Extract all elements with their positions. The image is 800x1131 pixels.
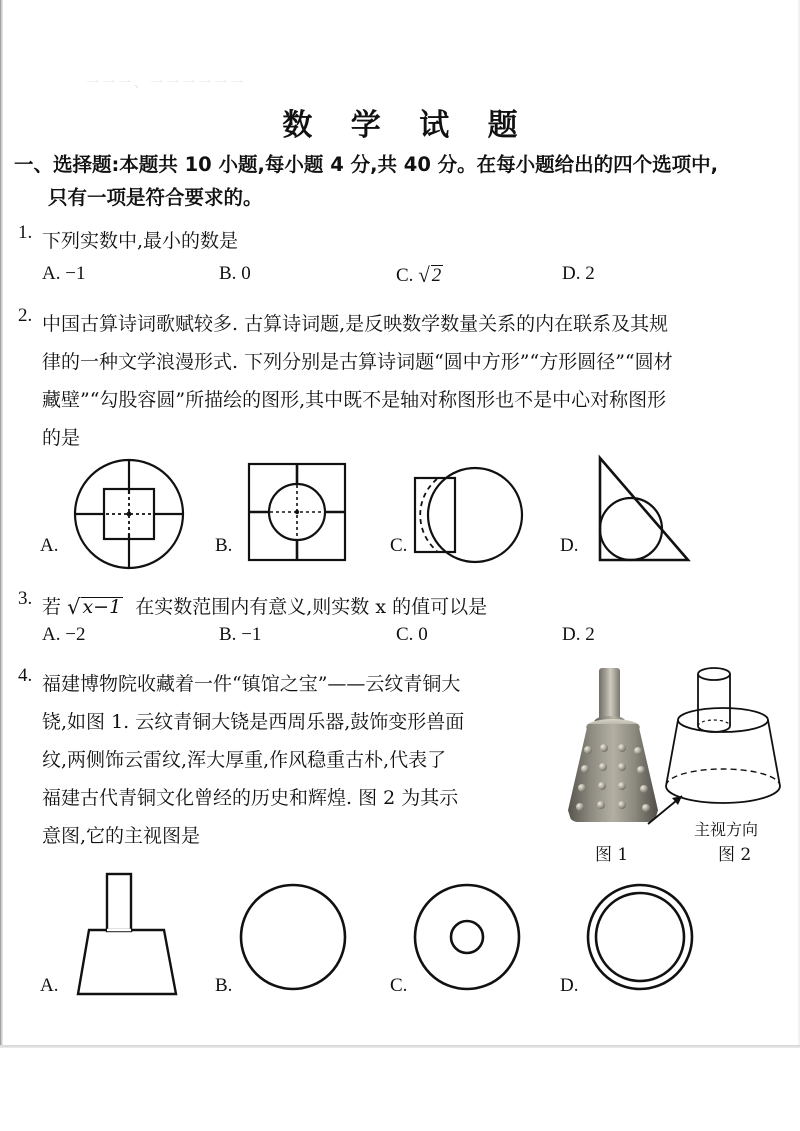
q1-option-a[interactable] — [42, 263, 85, 285]
q3-option-b-value: −1 — [241, 624, 262, 645]
q3-option-a-value: −2 — [65, 624, 86, 645]
q3-option-c-value: 0 — [418, 624, 428, 645]
q2-stem-line-4: 的是 — [42, 427, 81, 449]
q2-figure-d-right-triangle-with-incircle[interactable] — [588, 452, 708, 570]
q2-option-a-label[interactable]: A. — [40, 535, 59, 556]
question-2-number: 2. — [18, 305, 33, 326]
q3-option-a-label: A. — [42, 624, 61, 645]
q4-figure-d-annulus-two-circles[interactable] — [585, 882, 695, 992]
q2-stem-line-1: 中国古算诗词歌赋较多. 古算诗词题,是反映数学数量关系的内在联系及其规 — [42, 313, 669, 335]
sqrt-icon: √ — [418, 263, 430, 287]
question-3-options — [0, 624, 800, 654]
q2-stem-line-3: 藏壁”“勾股容圆”所描绘的图形,其中既不是轴对称图形也不是中心对称图形 — [42, 389, 667, 411]
q2-option-c-label[interactable]: C. — [390, 535, 408, 556]
q4-stem-line-1: 福建博物院收藏着一件“镇馆之宝”——云纹青铜大 — [42, 673, 461, 695]
question-3-number: 3. — [18, 588, 33, 609]
q3-option-a[interactable] — [42, 624, 85, 646]
q3-option-c[interactable] — [396, 624, 428, 646]
q2-figure-a-circle-with-inscribed-square[interactable] — [66, 456, 192, 572]
q4-stem-line-4: 福建古代青铜文化曾经的历史和辉煌. 图 2 为其示 — [42, 787, 459, 809]
q4-stem-line-5: 意图,它的主视图是 — [42, 825, 201, 847]
q4-figure-a-trapezoid-with-rectangle[interactable] — [78, 872, 198, 997]
q3-option-d[interactable] — [562, 624, 595, 646]
section-instructions-line2: 只有一项是符合要求的。 — [48, 186, 263, 209]
q4-figure-c-circle-with-small-inner-circle[interactable] — [412, 882, 522, 992]
scan-bottom-edge — [0, 1045, 800, 1048]
q1-option-c-label: C. — [396, 265, 414, 286]
q2-figure-c-circle-hidden-in-wall[interactable] — [410, 460, 540, 570]
page-title: 数 学 试 题 — [282, 108, 532, 143]
question-4-stem — [42, 665, 542, 855]
q3-radicand: x−1 — [82, 596, 122, 618]
sqrt-icon: √ — [67, 595, 81, 619]
bell-studs — [568, 724, 658, 822]
figure-2-caption: 图 2 — [718, 845, 752, 865]
q1-option-b[interactable] — [219, 263, 251, 285]
figure-1-caption: 图 1 — [595, 845, 629, 865]
q1-option-b-label: B. — [219, 263, 237, 284]
q3-stem-prefix: 若 — [42, 596, 62, 618]
q1-option-c[interactable] — [396, 263, 443, 288]
q3-stem-suffix: 在实数范围内有意义,则实数 x 的值可以是 — [135, 596, 488, 618]
question-1-number: 1. — [18, 222, 33, 243]
q4-figure-b-single-circle[interactable] — [238, 882, 348, 992]
q1-option-d[interactable] — [562, 263, 595, 285]
q2-option-d-label[interactable]: D. — [560, 535, 579, 556]
q4-option-a-label[interactable]: A. — [40, 975, 59, 996]
q3-option-b[interactable] — [219, 624, 261, 646]
question-3-stem — [42, 588, 762, 626]
q2-option-b-label[interactable]: B. — [215, 535, 233, 556]
q3-option-d-value: 2 — [585, 624, 595, 645]
view-direction-label: 主视方向 — [694, 820, 759, 839]
section-instructions — [14, 148, 794, 214]
q2-figure-b-square-with-inscribed-circle[interactable] — [242, 459, 352, 569]
q1-option-c-radicand: 2 — [431, 265, 442, 286]
q3-option-d-label: D. — [562, 624, 581, 645]
q1-option-d-value: 2 — [585, 263, 595, 284]
q4-option-c-label[interactable]: C. — [390, 975, 408, 996]
question-1-stem: 下列实数中,最小的数是 — [42, 230, 239, 252]
figure-2-schematic-drawing — [672, 664, 796, 824]
section-instructions-line1: 一、选择题:本题共 10 小题,每小题 4 分,共 40 分。在每小题给出的四个选项中, — [14, 153, 719, 176]
q1-option-a-value: −1 — [65, 263, 86, 284]
figure-1-bronze-bell-photo — [565, 668, 661, 826]
q1-option-d-label: D. — [562, 263, 581, 284]
faint-scan-header: 一一一、一一一一一一 — [86, 75, 247, 90]
question-4-number: 4. — [18, 665, 33, 686]
question-2-stem — [42, 305, 792, 457]
question-1-options — [0, 263, 800, 293]
q4-option-d-label[interactable]: D. — [560, 975, 579, 996]
q4-stem-line-2: 铙,如图 1. 云纹青铜大铙是西周乐器,鼓饰变形兽面 — [42, 711, 465, 733]
q2-stem-line-2: 律的一种文学浪漫形式. 下列分别是古算诗词题“圆中方形”“方形圆径”“圆材 — [42, 351, 673, 373]
q4-option-b-label[interactable]: B. — [215, 975, 233, 996]
q1-option-a-label: A. — [42, 263, 61, 284]
scan-left-edge — [0, 0, 3, 1047]
q3-option-b-label: B. — [219, 624, 237, 645]
q3-option-c-label: C. — [396, 624, 414, 645]
q1-option-b-value: 0 — [241, 263, 251, 284]
q4-stem-line-3: 纹,两侧饰云雷纹,浑大厚重,作风稳重古朴,代表了 — [42, 749, 447, 771]
